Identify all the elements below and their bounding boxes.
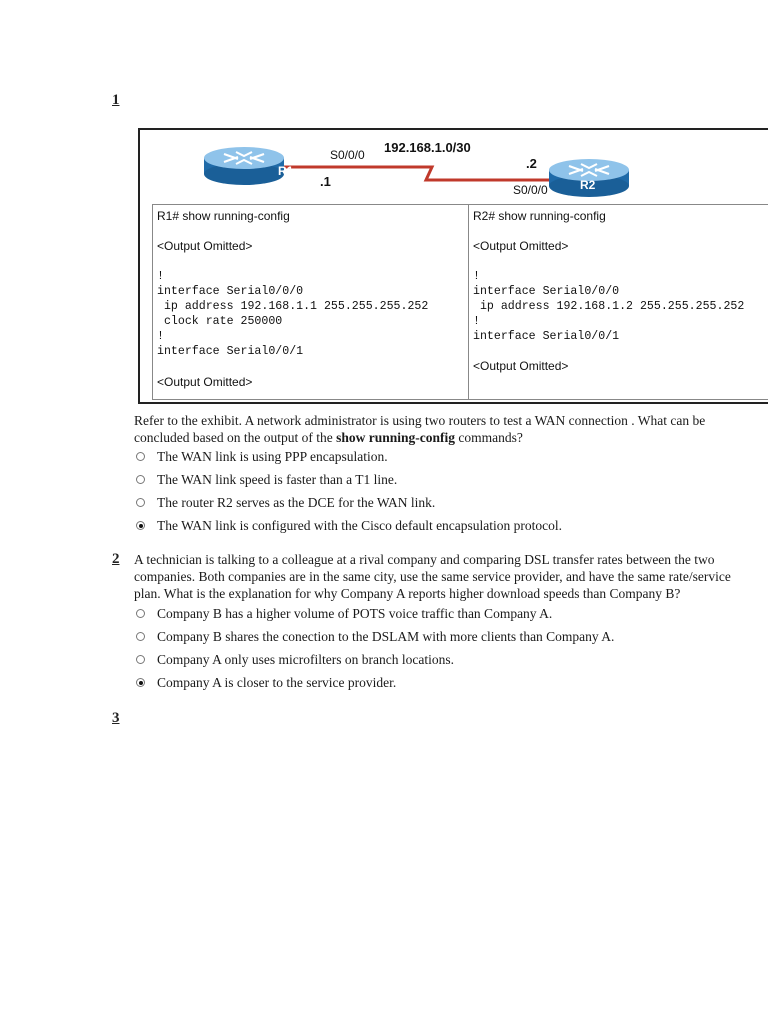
answer-label: The WAN link is using PPP encapsulation. <box>157 448 388 464</box>
r1-config-lines: ! interface Serial0/0/0 ip address 192.168.1.1 255.255.255.252 clock rate 250000 ! interface Serial0/0/1 <box>157 270 429 358</box>
question-1-line-2-start: concluded based on the output of the <box>134 430 333 445</box>
radio-button[interactable] <box>136 452 145 461</box>
r1-config-header: R1# show running-config <box>157 209 290 223</box>
exhibit-figure <box>138 128 768 404</box>
question-number-3: 3 <box>112 710 120 726</box>
radio-button[interactable] <box>136 475 145 484</box>
answer-option[interactable] <box>136 468 562 491</box>
answer-label: Company A is closer to the service provider. <box>157 674 397 690</box>
r2-host-label: .2 <box>526 156 537 171</box>
radio-button-selected[interactable] <box>136 678 145 687</box>
r2-config-header: R2# show running-config <box>473 209 606 223</box>
answer-option[interactable] <box>136 648 614 671</box>
question-1-line-1: Refer to the exhibit. A network administrator is using two routers to test a WAN connection . What can be <box>134 413 706 428</box>
answer-label: The WAN link is configured with the Cisco default encapsulation protocol. <box>157 517 563 533</box>
r1-config-panel <box>152 204 470 400</box>
r2-output-omitted-bottom: <Output Omitted> <box>473 359 569 373</box>
router-icon <box>204 147 284 185</box>
r2-config-lines: ! interface Serial0/0/0 ip address 192.168.1.2 255.255.255.252 ! interface Serial0/0/1 <box>473 270 745 343</box>
answer-option[interactable] <box>136 445 562 468</box>
question-2-line-1: A technician is talking to a colleague at a rival company and comparing DSL transfer rates between the two <box>134 552 715 567</box>
question-2-line-2: companies. Both companies are in the same city, use the same service provider, and have the same rate/service <box>134 569 731 584</box>
r2-config-panel <box>468 204 768 400</box>
r1-output-omitted-top: <Output Omitted> <box>157 239 253 253</box>
question-2-text <box>134 551 731 602</box>
question-1-options <box>136 445 562 537</box>
answer-option[interactable] <box>136 491 562 514</box>
r1-name: R1 <box>278 164 294 178</box>
question-2-options <box>136 602 614 694</box>
answer-option[interactable] <box>136 625 614 648</box>
question-1-text <box>134 412 705 446</box>
radio-button[interactable] <box>136 655 145 664</box>
answer-label: The WAN link speed is faster than a T1 line. <box>157 471 398 487</box>
radio-button[interactable] <box>136 609 145 618</box>
question-number-2: 2 <box>112 551 120 567</box>
answer-option[interactable] <box>136 514 562 537</box>
question-number-1: 1 <box>112 92 120 108</box>
answer-option[interactable] <box>136 671 614 694</box>
answer-label: The router R2 serves as the DCE for the WAN link. <box>157 494 436 510</box>
r2-interface-label: S0/0/0 <box>513 183 548 197</box>
r1-host-label: .1 <box>320 174 331 189</box>
network-label: 192.168.1.0/30 <box>384 140 471 155</box>
answer-option[interactable] <box>136 602 614 625</box>
radio-button[interactable] <box>136 632 145 641</box>
radio-button[interactable] <box>136 498 145 507</box>
r1-output-omitted-bottom: <Output Omitted> <box>157 375 253 389</box>
question-2-line-3: plan. What is the explanation for why Company A reports higher download speeds than Company B? <box>134 586 681 601</box>
command-name: show running-config <box>336 430 455 445</box>
answer-label: Company B shares the conection to the DSLAM with more clients than Company A. <box>157 628 615 644</box>
r1-interface-label: S0/0/0 <box>330 148 365 162</box>
question-1-line-2-end: commands? <box>458 430 523 445</box>
radio-button-selected[interactable] <box>136 521 145 530</box>
r2-output-omitted-top: <Output Omitted> <box>473 239 569 253</box>
answer-label: Company A only uses microfilters on branch locations. <box>157 651 454 667</box>
answer-label: Company B has a higher volume of POTS voice traffic than Company A. <box>157 605 553 621</box>
r2-name: R2 <box>580 178 596 192</box>
question-1-line-2 <box>134 429 705 446</box>
